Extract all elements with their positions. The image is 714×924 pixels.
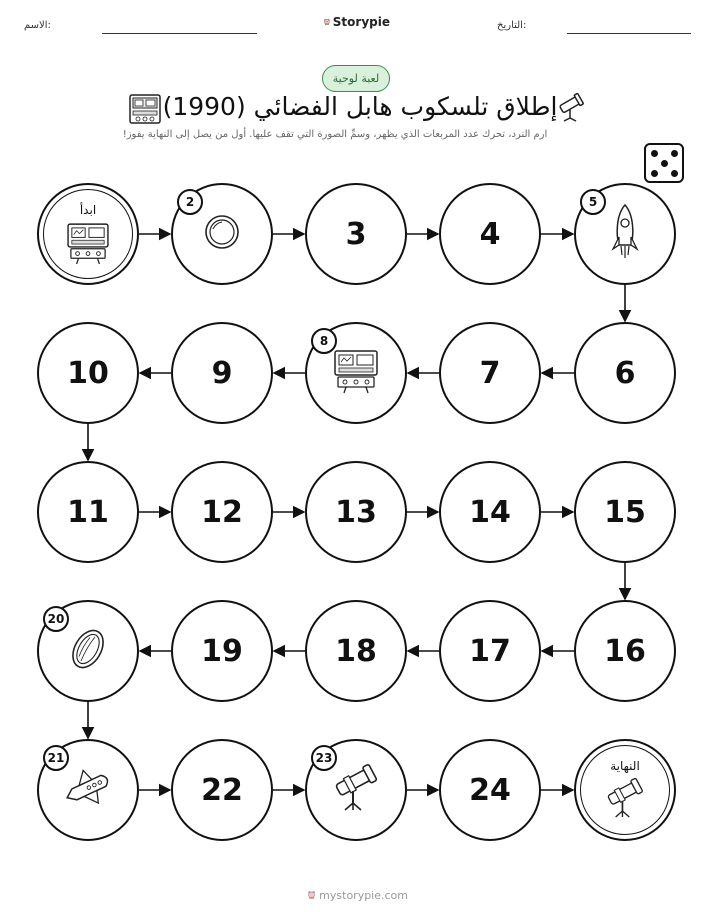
space-badge-number: 8 bbox=[311, 328, 337, 354]
brand-name: Storypie bbox=[332, 15, 390, 29]
space-number: 10 bbox=[67, 355, 109, 391]
space-badge-number: 21 bbox=[43, 745, 69, 771]
space-number: 12 bbox=[201, 494, 243, 530]
page-title: إطلاق تلسكوب هابل الفضائي (1990) bbox=[162, 92, 558, 121]
space-number: 13 bbox=[335, 494, 377, 530]
space-number: 7 bbox=[479, 355, 501, 391]
space-badge-number: 5 bbox=[580, 189, 606, 215]
rocket-icon bbox=[610, 203, 640, 265]
mirror-icon bbox=[65, 624, 111, 678]
start-label: ابدأ bbox=[79, 203, 97, 217]
space-number: 24 bbox=[469, 772, 511, 808]
control-panel-icon bbox=[332, 348, 380, 398]
space-number: 15 bbox=[604, 494, 646, 530]
lens-icon bbox=[202, 212, 242, 256]
category-badge: لعبة لوحية bbox=[322, 65, 390, 92]
space-number: 6 bbox=[614, 355, 636, 391]
end-label: النهاية bbox=[610, 759, 640, 773]
space-number: 9 bbox=[211, 355, 233, 391]
space-number: 4 bbox=[479, 216, 501, 252]
space-number: 16 bbox=[604, 633, 646, 669]
space-number: 18 bbox=[335, 633, 377, 669]
space-number: 14 bbox=[469, 494, 511, 530]
telescope-icon bbox=[604, 777, 647, 823]
space-badge-number: 20 bbox=[43, 606, 69, 632]
instructions: ارم النرد، تحرك عدد المربعات الذي يظهر، وسمِّ الصورة التي تقف عليها. أول من يصل إلى النهاية يفوز! bbox=[122, 129, 548, 140]
space-number: 11 bbox=[67, 494, 109, 530]
space-number: 3 bbox=[345, 216, 367, 252]
date-label: التاريخ: bbox=[497, 20, 527, 31]
telescope-icon bbox=[331, 763, 381, 817]
space-badge-number: 23 bbox=[311, 745, 337, 771]
name-label: الاسم: bbox=[24, 20, 51, 31]
space-number: 17 bbox=[469, 633, 511, 669]
space-shuttle-icon bbox=[61, 766, 115, 814]
footer-site: mystorypie.com bbox=[319, 888, 408, 902]
space-number: 19 bbox=[201, 633, 243, 669]
control-panel-icon bbox=[65, 221, 111, 269]
space-number: 22 bbox=[201, 772, 243, 808]
space-badge-number: 2 bbox=[177, 189, 203, 215]
